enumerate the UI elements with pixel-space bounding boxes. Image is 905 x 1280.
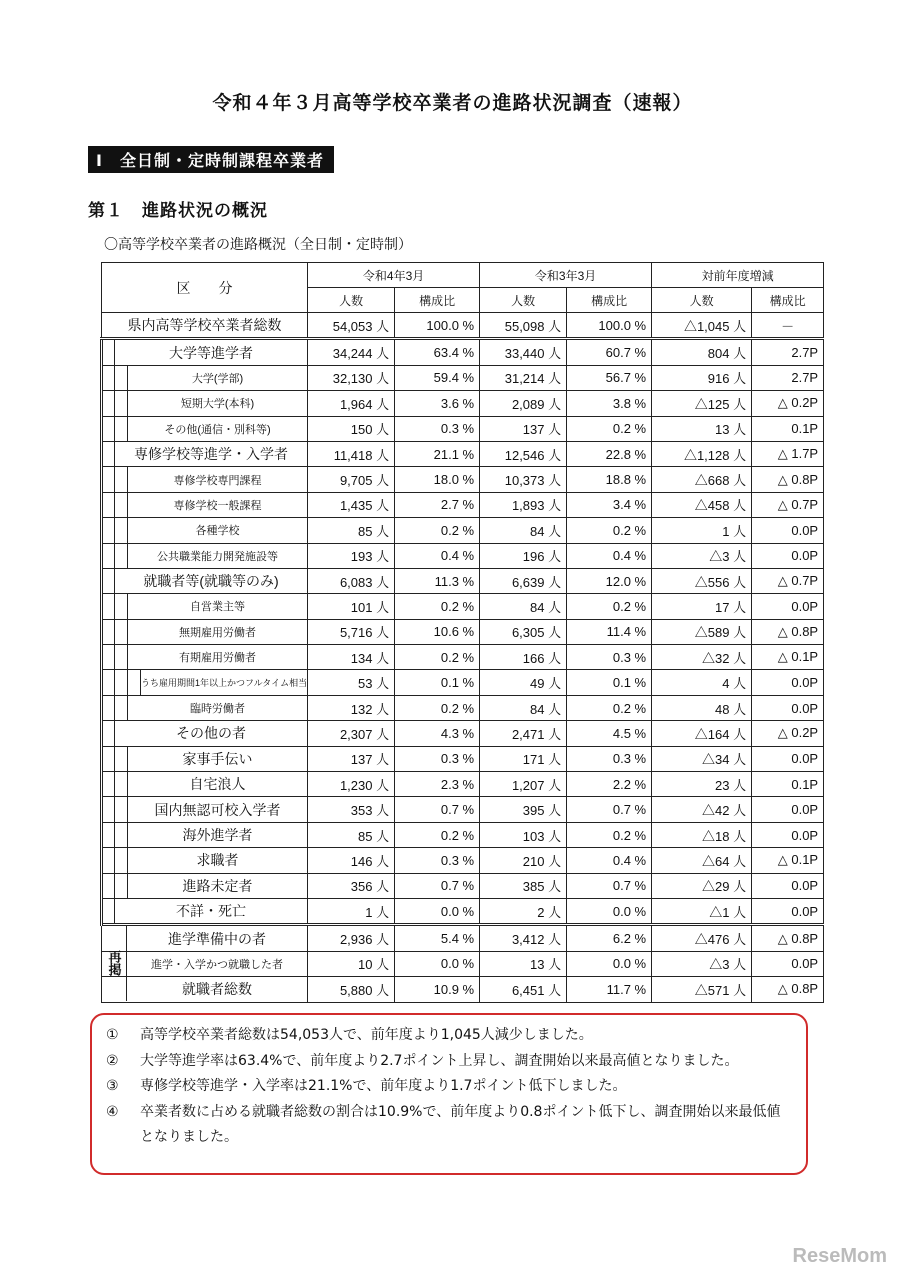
row-label bbox=[102, 594, 308, 619]
cell-value: 5.4 % bbox=[395, 925, 480, 951]
header-sub: 構成比 bbox=[395, 288, 480, 313]
table-row bbox=[102, 848, 824, 873]
cell-value: 6,083 人 bbox=[308, 568, 395, 593]
table-row bbox=[102, 619, 824, 644]
row-label bbox=[102, 898, 308, 924]
cell-value: 31,214 人 bbox=[480, 365, 567, 390]
cell-value: △ 0.8P bbox=[752, 619, 824, 644]
cell-value: △571 人 bbox=[652, 977, 752, 1002]
document-title: 令和４年３月高等学校卒業者の進路状況調査（速報） bbox=[212, 92, 693, 114]
cell-value: 4 人 bbox=[652, 670, 752, 695]
cell-value: 63.4 % bbox=[395, 339, 480, 365]
cell-value: △ 0.8P bbox=[752, 467, 824, 492]
cell-value: 137 人 bbox=[480, 416, 567, 441]
reprint-row bbox=[102, 925, 824, 951]
table-row bbox=[102, 670, 824, 695]
cell-value: 0.2 % bbox=[567, 518, 652, 543]
cell-value: △ 1.7P bbox=[752, 441, 824, 466]
cell-value: 22.8 % bbox=[567, 441, 652, 466]
cell-value: △ 0.2P bbox=[752, 721, 824, 746]
cell-value: 0.3 % bbox=[567, 746, 652, 771]
cell-value: 84 人 bbox=[480, 594, 567, 619]
cell-value: 5,880 人 bbox=[308, 977, 395, 1002]
cell-value: 0.2 % bbox=[395, 822, 480, 847]
row-label bbox=[102, 441, 308, 466]
table-row bbox=[102, 441, 824, 466]
cell-value: 193 人 bbox=[308, 543, 395, 568]
cell-value: 21.1 % bbox=[395, 441, 480, 466]
row-label bbox=[102, 467, 308, 492]
header-sub: 人数 bbox=[308, 288, 395, 313]
cell-value: 0.1P bbox=[752, 416, 824, 441]
cell-value: 84 人 bbox=[480, 518, 567, 543]
row-label bbox=[102, 873, 308, 898]
cell-value: 10 人 bbox=[308, 951, 395, 976]
cell-value: 3.4 % bbox=[567, 492, 652, 517]
cell-value: 1 人 bbox=[308, 898, 395, 924]
summary-notes-box bbox=[90, 1013, 808, 1175]
cell-value: 2,089 人 bbox=[480, 391, 567, 416]
cell-value: 385 人 bbox=[480, 873, 567, 898]
table-row bbox=[102, 365, 824, 390]
cell-value: 101 人 bbox=[308, 594, 395, 619]
cell-value: 0.0P bbox=[752, 797, 824, 822]
row-label bbox=[102, 848, 308, 873]
cell-value: 9,705 人 bbox=[308, 467, 395, 492]
cell-value: 4.5 % bbox=[567, 721, 652, 746]
cell-value: 0.7 % bbox=[395, 873, 480, 898]
cell-value: 0.0P bbox=[752, 822, 824, 847]
cell-value: 17 人 bbox=[652, 594, 752, 619]
cell-value: △458 人 bbox=[652, 492, 752, 517]
cell-value: 395 人 bbox=[480, 797, 567, 822]
note-text: 卒業者数に占める就職者総数の割合は10.9%で、前年度より0.8ポイント低下し、調査開始以来最低値となりました。 bbox=[140, 1103, 781, 1146]
cell-value: 103 人 bbox=[480, 822, 567, 847]
cell-value: 353 人 bbox=[308, 797, 395, 822]
table-row bbox=[102, 721, 824, 746]
header-sub: 人数 bbox=[652, 288, 752, 313]
cell-value: 0.2 % bbox=[567, 822, 652, 847]
cell-value: 0.0P bbox=[752, 543, 824, 568]
cell-value: 100.0 % bbox=[567, 313, 652, 339]
table-row bbox=[102, 594, 824, 619]
note-text: 専修学校等進学・入学率は21.1%で、前年度より1.7ポイント低下しました。 bbox=[140, 1078, 627, 1095]
row-label-text: 大学等進学者 bbox=[169, 344, 254, 361]
row-label bbox=[102, 492, 308, 517]
cell-value: 0.0P bbox=[752, 518, 824, 543]
row-label bbox=[102, 416, 308, 441]
reprint-row bbox=[102, 951, 824, 976]
row-label-text: 自営業主等 bbox=[190, 601, 246, 614]
table-row bbox=[102, 645, 824, 670]
cell-value: 0.3 % bbox=[395, 746, 480, 771]
cell-value: － bbox=[752, 313, 824, 339]
cell-value: 1,230 人 bbox=[308, 772, 395, 797]
header-group: 対前年度増減 bbox=[652, 263, 824, 288]
row-label-text: 就職者総数 bbox=[182, 981, 253, 998]
cell-value: 49 人 bbox=[480, 670, 567, 695]
cell-value: 10.9 % bbox=[395, 977, 480, 1002]
cell-value: △125 人 bbox=[652, 391, 752, 416]
reprint-row bbox=[102, 977, 824, 1002]
row-label-text: 各種学校 bbox=[195, 525, 240, 538]
cell-value: 55,098 人 bbox=[480, 313, 567, 339]
table-row bbox=[102, 746, 824, 771]
cell-value: 1,893 人 bbox=[480, 492, 567, 517]
cell-value: 0.1 % bbox=[567, 670, 652, 695]
row-label-text: 専修学校一般課程 bbox=[173, 499, 262, 512]
cell-value: 150 人 bbox=[308, 416, 395, 441]
cell-value: 0.3 % bbox=[395, 416, 480, 441]
cell-value: 134 人 bbox=[308, 645, 395, 670]
cell-value: 100.0 % bbox=[395, 313, 480, 339]
cell-value: 13 人 bbox=[480, 951, 567, 976]
table-row bbox=[102, 339, 824, 365]
cell-value: 6,451 人 bbox=[480, 977, 567, 1002]
cell-value: 0.1P bbox=[752, 772, 824, 797]
cell-value: 2.7P bbox=[752, 365, 824, 390]
cell-value: 1,435 人 bbox=[308, 492, 395, 517]
cell-value: 0.4 % bbox=[567, 543, 652, 568]
row-label-text: その他(通信・別科等) bbox=[164, 423, 271, 436]
cell-value: △589 人 bbox=[652, 619, 752, 644]
cell-value: 23 人 bbox=[652, 772, 752, 797]
cell-value: 85 人 bbox=[308, 518, 395, 543]
cell-value: 0.7 % bbox=[567, 797, 652, 822]
cell-value: 0.0P bbox=[752, 898, 824, 924]
cell-value: 2,936 人 bbox=[308, 925, 395, 951]
table-row bbox=[102, 797, 824, 822]
row-label-text: 国内無認可校入学者 bbox=[154, 801, 281, 818]
cell-value: 6,305 人 bbox=[480, 619, 567, 644]
cell-value: 0.4 % bbox=[395, 543, 480, 568]
cell-value: 0.3 % bbox=[567, 645, 652, 670]
cell-value: 0.0P bbox=[752, 695, 824, 720]
cell-value: △ 0.7P bbox=[752, 492, 824, 517]
cell-value: 11.4 % bbox=[567, 619, 652, 644]
cell-value: 0.7 % bbox=[567, 873, 652, 898]
cell-value: △668 人 bbox=[652, 467, 752, 492]
table-row bbox=[102, 416, 824, 441]
cell-value: 0.2 % bbox=[395, 695, 480, 720]
cell-value: 32,130 人 bbox=[308, 365, 395, 390]
cell-value: 5,716 人 bbox=[308, 619, 395, 644]
row-label bbox=[102, 313, 308, 339]
cell-value: 196 人 bbox=[480, 543, 567, 568]
cell-value: △3 人 bbox=[652, 951, 752, 976]
row-label bbox=[102, 543, 308, 568]
cell-value: 0.0P bbox=[752, 951, 824, 976]
cell-value: △32 人 bbox=[652, 645, 752, 670]
cell-value: △ 0.1P bbox=[752, 848, 824, 873]
cell-value: 10.6 % bbox=[395, 619, 480, 644]
cell-value: 137 人 bbox=[308, 746, 395, 771]
row-label-text: 就職者等(就職等のみ) bbox=[143, 573, 279, 590]
row-label-text: 大学(学部) bbox=[191, 372, 244, 385]
cell-value: 356 人 bbox=[308, 873, 395, 898]
table-row bbox=[102, 568, 824, 593]
cell-value: 0.0 % bbox=[567, 898, 652, 924]
row-label bbox=[102, 695, 308, 720]
row-label bbox=[102, 822, 308, 847]
table-row bbox=[102, 391, 824, 416]
header-group: 令和3年3月 bbox=[480, 263, 652, 288]
career-status-table bbox=[100, 262, 824, 1003]
cell-value: △ 0.7P bbox=[752, 568, 824, 593]
cell-value: 146 人 bbox=[308, 848, 395, 873]
cell-value: 60.7 % bbox=[567, 339, 652, 365]
row-label-text: 県内高等学校卒業者総数 bbox=[127, 317, 282, 334]
cell-value: 2,471 人 bbox=[480, 721, 567, 746]
note-text: 大学等進学率は63.4%で、前年度より2.7ポイント上昇し、調査開始以来最高値となりました。 bbox=[140, 1052, 739, 1069]
cell-value: △476 人 bbox=[652, 925, 752, 951]
cell-value: 0.2 % bbox=[395, 645, 480, 670]
row-label bbox=[102, 619, 308, 644]
header-sub: 構成比 bbox=[752, 288, 824, 313]
cell-value: 59.4 % bbox=[395, 365, 480, 390]
row-label bbox=[102, 645, 308, 670]
cell-value: 0.2 % bbox=[567, 416, 652, 441]
cell-value: 2,307 人 bbox=[308, 721, 395, 746]
cell-value: 4.3 % bbox=[395, 721, 480, 746]
cell-value: 12,546 人 bbox=[480, 441, 567, 466]
cell-value: △64 人 bbox=[652, 848, 752, 873]
row-label bbox=[102, 568, 308, 593]
summary-note bbox=[106, 1023, 792, 1049]
row-label-text: 無期雇用労働者 bbox=[179, 626, 257, 639]
cell-value: 13 人 bbox=[652, 416, 752, 441]
cell-value: 0.2 % bbox=[567, 695, 652, 720]
cell-value: △164 人 bbox=[652, 721, 752, 746]
reprint-label: 再掲 bbox=[102, 925, 127, 1001]
summary-note bbox=[106, 1074, 792, 1100]
cell-value: △ 0.8P bbox=[752, 925, 824, 951]
cell-value: △ 0.1P bbox=[752, 645, 824, 670]
cell-value: 2.7P bbox=[752, 339, 824, 365]
row-label-text: 進学準備中の者 bbox=[168, 930, 267, 947]
table-row bbox=[102, 543, 824, 568]
cell-value: 2.7 % bbox=[395, 492, 480, 517]
cell-value: 85 人 bbox=[308, 822, 395, 847]
cell-value: 2 人 bbox=[480, 898, 567, 924]
row-label-text: 進路未定者 bbox=[182, 877, 253, 894]
cell-value: 2.2 % bbox=[567, 772, 652, 797]
cell-value: 11,418 人 bbox=[308, 441, 395, 466]
row-label bbox=[102, 772, 308, 797]
table-row bbox=[102, 695, 824, 720]
row-label bbox=[102, 391, 308, 416]
table-row bbox=[102, 898, 824, 924]
row-label-text: 不詳・死亡 bbox=[176, 903, 247, 920]
row-label-text: 臨時労働者 bbox=[190, 703, 246, 716]
cell-value: 0.2 % bbox=[395, 518, 480, 543]
cell-value: 0.0P bbox=[752, 873, 824, 898]
cell-value: 12.0 % bbox=[567, 568, 652, 593]
row-label bbox=[102, 797, 308, 822]
cell-value: 1 人 bbox=[652, 518, 752, 543]
row-label-text: 海外進学者 bbox=[182, 827, 253, 843]
cell-value: 804 人 bbox=[652, 339, 752, 365]
cell-value: 0.2 % bbox=[567, 594, 652, 619]
cell-value: 0.0 % bbox=[395, 898, 480, 924]
cell-value: 1,207 人 bbox=[480, 772, 567, 797]
table-row bbox=[102, 313, 824, 339]
cell-value: 34,244 人 bbox=[308, 339, 395, 365]
row-label-text: 求職者 bbox=[196, 852, 239, 869]
cell-value: 0.0P bbox=[752, 670, 824, 695]
table-row bbox=[102, 492, 824, 517]
row-label bbox=[102, 365, 308, 390]
cell-value: 0.4 % bbox=[567, 848, 652, 873]
cell-value: △42 人 bbox=[652, 797, 752, 822]
cell-value: 54,053 人 bbox=[308, 313, 395, 339]
cell-value: 171 人 bbox=[480, 746, 567, 771]
header-group: 令和4年3月 bbox=[308, 263, 480, 288]
cell-value: 132 人 bbox=[308, 695, 395, 720]
row-label-text: 自宅浪人 bbox=[189, 776, 246, 793]
cell-value: 166 人 bbox=[480, 645, 567, 670]
header-kubun: 区 分 bbox=[102, 263, 308, 313]
table-caption: 〇高等学校卒業者の進路概況（全日制・定時制） bbox=[104, 237, 412, 253]
row-label bbox=[102, 518, 308, 543]
row-label bbox=[102, 746, 308, 771]
note-number: ③ bbox=[106, 1078, 119, 1095]
cell-value: △1,045 人 bbox=[652, 313, 752, 339]
row-label-text: うち雇用期間1年以上かつフルタイム相当 bbox=[141, 677, 308, 688]
row-label-text: 専修学校等進学・入学者 bbox=[134, 446, 289, 463]
cell-value: 3.6 % bbox=[395, 391, 480, 416]
cell-value: 56.7 % bbox=[567, 365, 652, 390]
resemom-logo: ReseMom bbox=[792, 1245, 887, 1267]
cell-value: 0.0 % bbox=[395, 951, 480, 976]
cell-value: 210 人 bbox=[480, 848, 567, 873]
cell-value: △556 人 bbox=[652, 568, 752, 593]
section-heading: Ⅰ 全日制・定時制課程卒業者 bbox=[88, 146, 334, 173]
cell-value: 0.7 % bbox=[395, 797, 480, 822]
row-label bbox=[102, 339, 308, 365]
subsection-heading: 第１ 進路状況の概況 bbox=[88, 201, 268, 221]
cell-value: 11.7 % bbox=[567, 977, 652, 1002]
cell-value: △1,128 人 bbox=[652, 441, 752, 466]
cell-value: 916 人 bbox=[652, 365, 752, 390]
row-label-text: 専修学校専門課程 bbox=[173, 474, 262, 487]
cell-value: 0.1 % bbox=[395, 670, 480, 695]
cell-value: 6,639 人 bbox=[480, 568, 567, 593]
table-row bbox=[102, 772, 824, 797]
cell-value: 6.2 % bbox=[567, 925, 652, 951]
cell-value: 1,964 人 bbox=[308, 391, 395, 416]
cell-value: △29 人 bbox=[652, 873, 752, 898]
row-label-text: 進学・入学かつ就職した者 bbox=[151, 958, 284, 971]
cell-value: 10,373 人 bbox=[480, 467, 567, 492]
table-row bbox=[102, 873, 824, 898]
cell-value: 33,440 人 bbox=[480, 339, 567, 365]
cell-value: 2.3 % bbox=[395, 772, 480, 797]
cell-value: 3,412 人 bbox=[480, 925, 567, 951]
table-row bbox=[102, 518, 824, 543]
table-row bbox=[102, 467, 824, 492]
cell-value: 3.8 % bbox=[567, 391, 652, 416]
note-number: ① bbox=[106, 1027, 119, 1043]
cell-value: △34 人 bbox=[652, 746, 752, 771]
cell-value: 53 人 bbox=[308, 670, 395, 695]
row-label bbox=[102, 721, 308, 746]
row-label-text: その他の者 bbox=[176, 725, 247, 742]
cell-value: △1 人 bbox=[652, 898, 752, 924]
row-label-text: 短期大学(本科) bbox=[180, 398, 255, 411]
note-text: 高等学校卒業者総数は54,053人で、前年度より1,045人減少しました。 bbox=[140, 1027, 593, 1043]
row-label-text: 公共職業能力開発施設等 bbox=[157, 550, 279, 563]
cell-value: △3 人 bbox=[652, 543, 752, 568]
cell-value: △ 0.2P bbox=[752, 391, 824, 416]
header-sub: 構成比 bbox=[567, 288, 652, 313]
cell-value: △ 0.8P bbox=[752, 977, 824, 1002]
cell-value: 0.3 % bbox=[395, 848, 480, 873]
cell-value: 0.0 % bbox=[567, 951, 652, 976]
row-label bbox=[102, 670, 308, 695]
cell-value: 48 人 bbox=[652, 695, 752, 720]
cell-value: 18.8 % bbox=[567, 467, 652, 492]
table-row bbox=[102, 822, 824, 847]
note-number: ② bbox=[106, 1052, 119, 1069]
row-label-text: 有期雇用労働者 bbox=[179, 652, 257, 665]
cell-value: 0.2 % bbox=[395, 594, 480, 619]
cell-value: 11.3 % bbox=[395, 568, 480, 593]
cell-value: 0.0P bbox=[752, 594, 824, 619]
row-label bbox=[102, 951, 308, 976]
row-label-text: 家事手伝い bbox=[182, 750, 253, 767]
cell-value: 84 人 bbox=[480, 695, 567, 720]
cell-value: △18 人 bbox=[652, 822, 752, 847]
row-label bbox=[102, 977, 308, 1002]
header-sub: 人数 bbox=[480, 288, 567, 313]
cell-value: 18.0 % bbox=[395, 467, 480, 492]
summary-note bbox=[106, 1049, 792, 1075]
note-number: ④ bbox=[106, 1103, 119, 1120]
summary-note bbox=[106, 1100, 792, 1151]
cell-value: 0.0P bbox=[752, 746, 824, 771]
